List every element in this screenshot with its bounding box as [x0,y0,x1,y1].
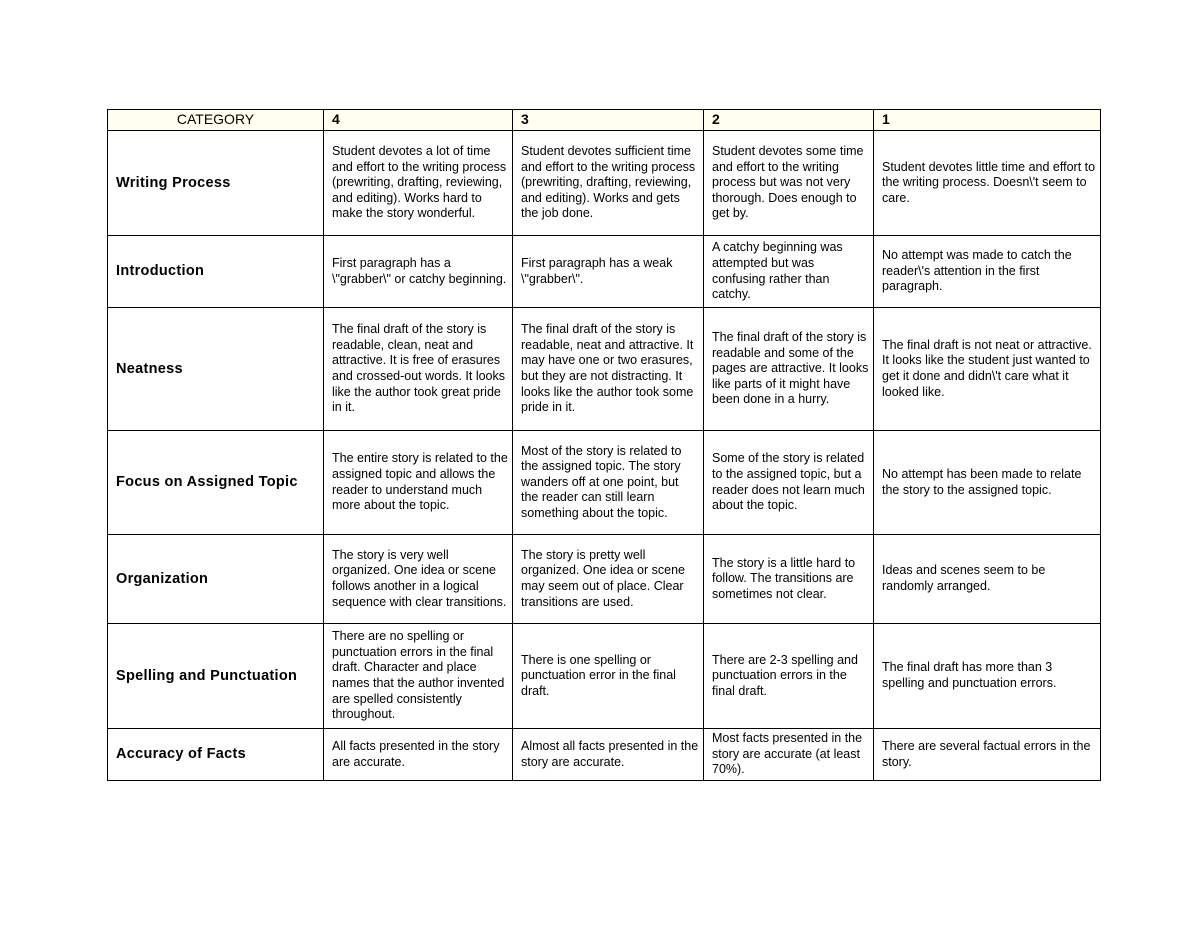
category-label: Writing Process [108,131,324,236]
rubric-cell: The story is a little hard to follow. The transitions are sometimes not clear. [704,535,874,624]
category-label: Accuracy of Facts [108,729,324,781]
rubric-cell: First paragraph has a \"grabber\" or catchy beginning. [324,236,513,308]
rubric-cell: Almost all facts presented in the story are accurate. [513,729,704,781]
rubric-cell: No attempt has been made to relate the story to the assigned topic. [874,431,1101,535]
header-score-2: 2 [704,110,874,131]
rubric-cell: Student devotes little time and effort to the writing process. Doesn\'t seem to care. [874,131,1101,236]
rubric-cell: The story is very well organized. One idea or scene follows another in a logical sequence with clear transitions. [324,535,513,624]
header-score-3: 3 [513,110,704,131]
rubric-cell: First paragraph has a weak \"grabber\". [513,236,704,308]
row-neatness [108,308,1101,431]
header-score-4: 4 [324,110,513,131]
rubric-cell: The entire story is related to the assigned topic and allows the reader to understand much more about the topic. [324,431,513,535]
header-category: CATEGORY [108,110,324,131]
rubric-table [107,109,1101,781]
rubric-cell: The final draft has more than 3 spelling and punctuation errors. [874,624,1101,729]
rubric-cell: The final draft of the story is readable and some of the pages are attractive. It looks like parts of it might have been done in a hurry. [704,308,874,431]
rubric-cell: Student devotes some time and effort to the writing process but was not very thorough. Does enough to get by. [704,131,874,236]
rubric-cell: Ideas and scenes seem to be randomly arranged. [874,535,1101,624]
rubric-cell: All facts presented in the story are accurate. [324,729,513,781]
rubric-cell: There are 2-3 spelling and punctuation errors in the final draft. [704,624,874,729]
category-label: Neatness [108,308,324,431]
category-label: Focus on Assigned Topic [108,431,324,535]
rubric-cell: Most facts presented in the story are accurate (at least 70%). [704,729,874,781]
rubric-cell: A catchy beginning was attempted but was confusing rather than catchy. [704,236,874,308]
rubric-cell: Student devotes a lot of time and effort to the writing process (prewriting, drafting, reviewing, and editing). Works hard to make the story wonderful. [324,131,513,236]
row-spelling-and-punctuation [108,624,1101,729]
rubric-cell: The story is pretty well organized. One idea or scene may seem out of place. Clear transitions are used. [513,535,704,624]
rubric-cell: There is one spelling or punctuation error in the final draft. [513,624,704,729]
header-row [108,110,1101,131]
row-organization [108,535,1101,624]
rubric-cell: There are several factual errors in the story. [874,729,1101,781]
rubric-cell: There are no spelling or punctuation errors in the final draft. Character and place names that the author invented are spelled consistently throughout. [324,624,513,729]
header-score-1: 1 [874,110,1101,131]
rubric-cell: Student devotes sufficient time and effort to the writing process (prewriting, drafting, reviewing, and editing). Works and gets the job done. [513,131,704,236]
rubric-cell: The final draft is not neat or attractive. It looks like the student just wanted to get it done and didn\'t care what it looked like. [874,308,1101,431]
row-focus-on-assigned-topic [108,431,1101,535]
rubric-cell: No attempt was made to catch the reader\'s attention in the first paragraph. [874,236,1101,308]
category-label: Organization [108,535,324,624]
category-label: Introduction [108,236,324,308]
rubric-cell: The final draft of the story is readable, neat and attractive. It may have one or two erasures, but they are not distracting. It looks like the author took some pride in it. [513,308,704,431]
rubric-cell: The final draft of the story is readable, clean, neat and attractive. It is free of erasures and crossed-out words. It looks like the author took great pride in it. [324,308,513,431]
category-label: Spelling and Punctuation [108,624,324,729]
row-accuracy-of-facts [108,729,1101,781]
row-writing-process [108,131,1101,236]
rubric-cell: Some of the story is related to the assigned topic, but a reader does not learn much about the topic. [704,431,874,535]
row-introduction [108,236,1101,308]
rubric-cell: Most of the story is related to the assigned topic. The story wanders off at one point, but the reader can still learn something about the topic. [513,431,704,535]
